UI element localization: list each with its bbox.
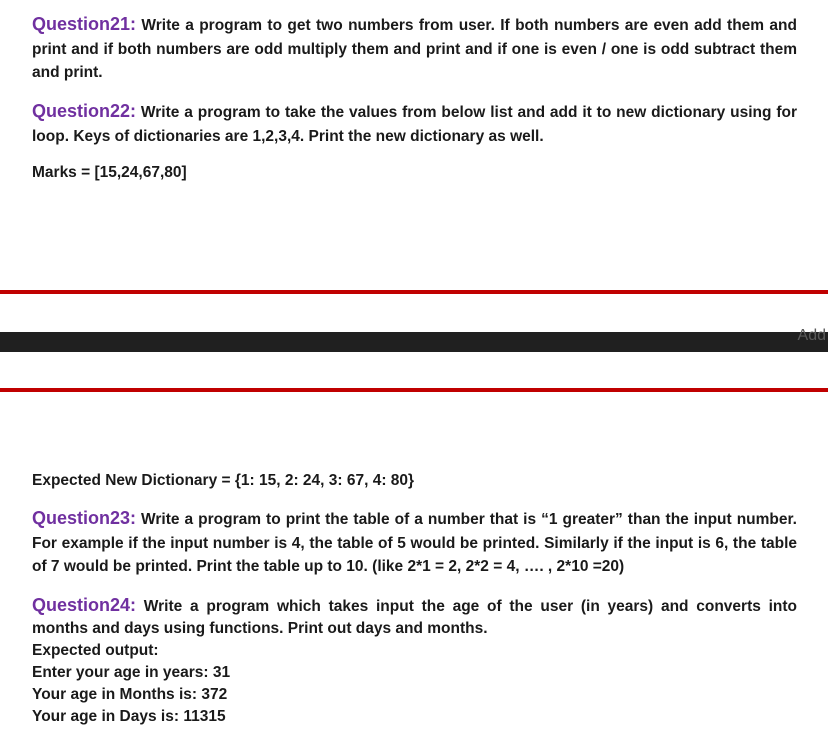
band-add-label: Add [797,327,826,344]
question-23-text: Write a program to print the table of a number that is “1 greater” than the input number. For example if the input number is 4, the table of 5 would be printed. Similarly if the input is 6, the table of 7 would be printed. Print the table up to 10. (like 2*1 = 2, 2*2 = 4, …. , 2*10 =20) [32,511,797,575]
question-22 [32,100,797,148]
question-24 [32,594,797,728]
expected-dictionary-text: Expected New Dictionary = {1: 15, 2: 24, 3: 67, 4: 80} [32,472,415,489]
marks-list [32,161,797,185]
question-22-text: Write a program to take the values from below list and add it to new dictionary using for loop. Keys of dictionaries are 1,2,3,4. Print the new dictionary as well. [32,104,797,145]
page-divider-top [0,290,828,294]
page-divider-bottom [0,388,828,392]
output-line-age-months: Your age in Months is: 372 [32,686,228,703]
question-21-text: Write a program to get two numbers from user. If both numbers are even add them and print and if both numbers are odd multiply them and print and if one is even / one is odd subtract them and print. [32,17,797,81]
question-24-text: Write a program which takes input the age of the user (in years) and converts into months and days using functions. Print out days and months. [32,598,797,637]
question-24-label: Question24: [32,595,137,615]
expected-output-heading: Expected output: [32,642,159,659]
question-22-label: Question22: [32,101,137,121]
question-23-label: Question23: [32,508,137,528]
marks-list-text: Marks = [15,24,67,80] [32,164,187,181]
output-line-age-days: Your age in Days is: 11315 [32,708,226,725]
expected-dictionary [32,469,797,493]
output-line-age-years: Enter your age in years: 31 [32,664,231,681]
page-break-band [0,327,828,352]
question-21 [32,13,797,85]
question-21-label: Question21: [32,14,137,34]
question-23 [32,507,797,579]
